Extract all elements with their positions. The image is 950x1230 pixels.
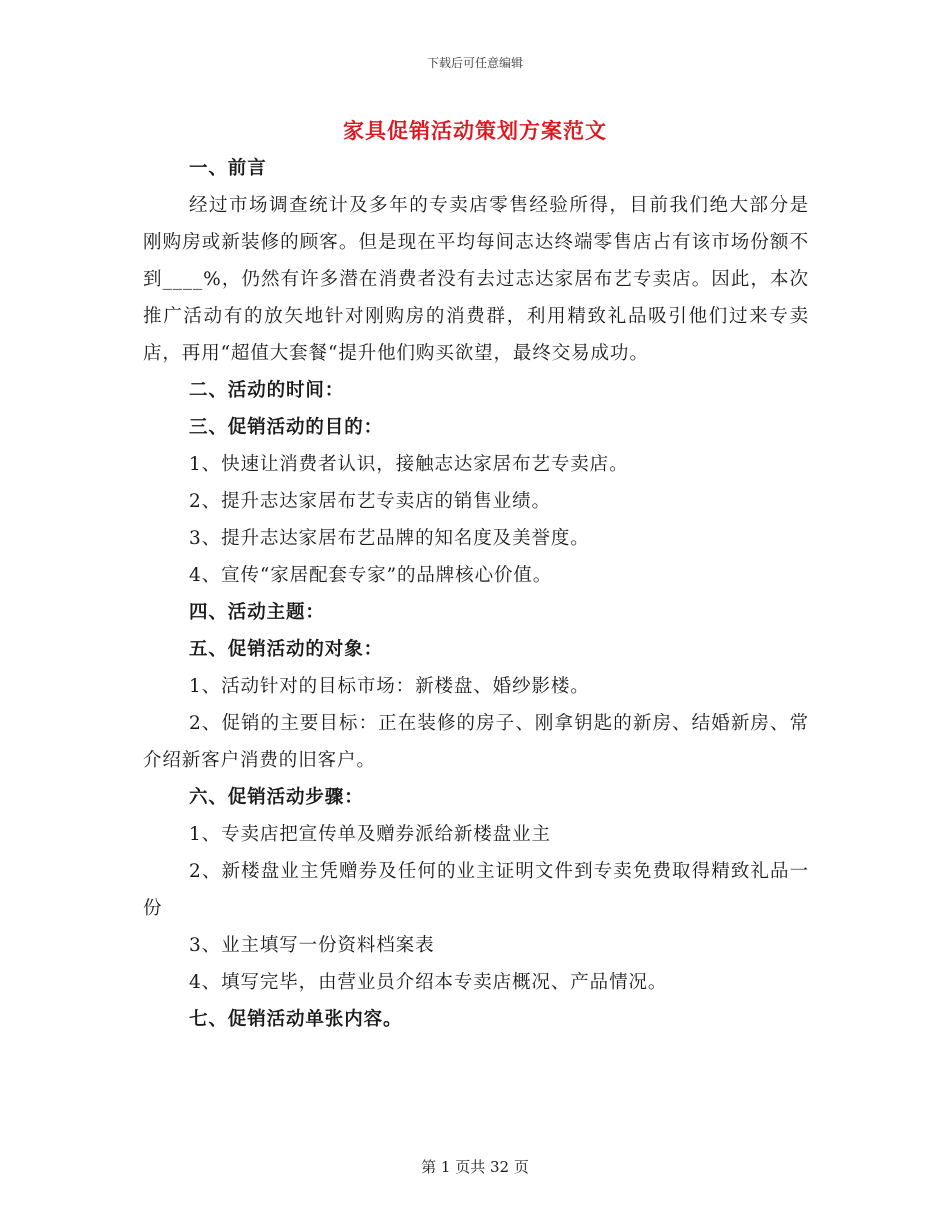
page-footer: 第 1 页共 32 页: [421, 1158, 529, 1176]
section-heading: 二、活动的时间：: [189, 380, 345, 401]
section-heading: 三、促销活动的目的：: [189, 417, 384, 438]
list-item: 2、新楼盘业主凭赠券及任何的业主证明文件到专卖免费取得精致礼品一份: [143, 861, 809, 919]
body-paragraph: 经过市场调查统计及多年的专卖店零售经验所得，目前我们绝大部分是刚购房或新装修的顾客。但是现在平均每间志达终端零售店占有该市场份额不到____%，仍然有许多潜在消费者没有去过志达家居布艺专卖店。因此，本次推广活动有的放矢地针对刚购房的消费群，利用精致礼品吸引他们过来专卖店，再用“超值大套餐“提升他们购买欲望，最终交易成功。: [143, 195, 809, 364]
section-heading: 七、促销活动单张内容。: [189, 1009, 403, 1030]
section-heading: 五、促销活动的对象：: [189, 639, 384, 660]
list-item: 2、促销的主要目标：正在装修的房子、刚拿钥匙的新房、结婚新房、常介绍新客户消费的旧客户。: [143, 713, 809, 771]
list-item: 3、提升志达家居布艺品牌的知名度及美誉度。: [189, 528, 590, 549]
section-heading: 一、前言: [189, 158, 267, 179]
document-title: 家具促销活动策划方案范文: [343, 118, 607, 143]
list-item: 1、专卖店把宣传单及赠券派给新楼盘业主: [189, 824, 551, 845]
document-body: [143, 150, 809, 1038]
list-item: 2、提升志达家居布艺专卖店的销售业绩。: [189, 491, 551, 512]
list-item: 1、快速让消费者认识，接触志达家居布艺专卖店。: [189, 454, 629, 475]
list-item: 1、活动针对的目标市场：新楼盘、婚纱影楼。: [189, 676, 590, 697]
section-heading: 四、活动主题：: [189, 602, 325, 623]
list-item: 4、填写完毕，由营业员介绍本专卖店概况、产品情况。: [189, 972, 668, 993]
list-item: 3、业主填写一份资料档案表: [189, 935, 435, 956]
header-note: 下载后可任意编辑: [426, 56, 523, 70]
section-heading: 六、促销活动步骤：: [189, 787, 364, 808]
list-item: 4、宣传“家居配套专家”的品牌核心价值。: [189, 565, 553, 586]
